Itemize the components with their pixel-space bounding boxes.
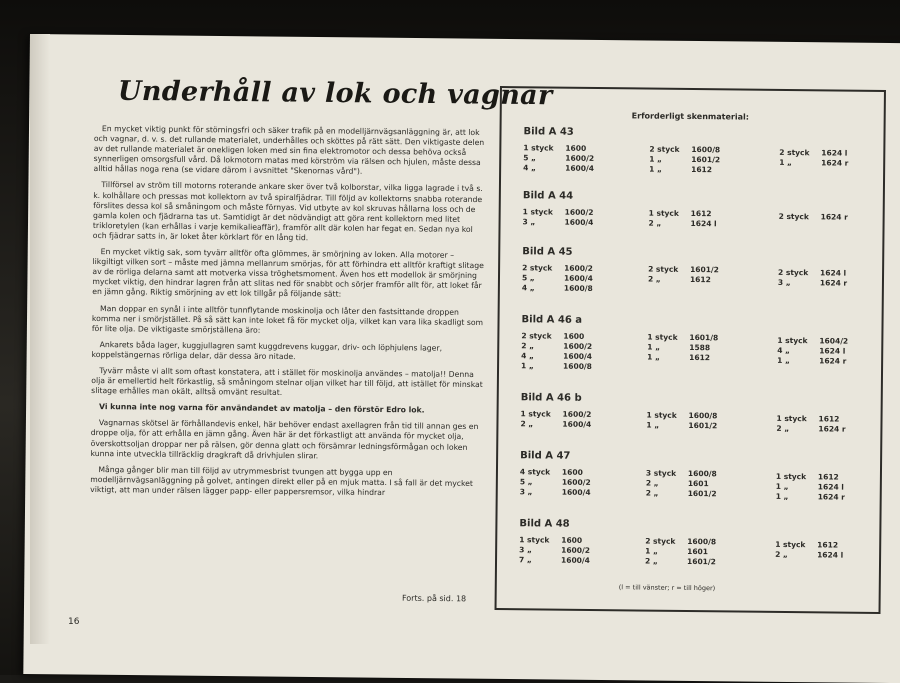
quantity: 2 styck [521,331,552,341]
quantity: 1 styck [777,335,808,346]
part-number: 1624 r [817,492,845,502]
quantity: 2 „ [775,549,788,560]
quantity: 2 styck [648,264,679,274]
page-title: Underhåll av lok och vagnar [117,75,553,112]
quantity: 1 „ [647,342,661,352]
material-row [649,209,717,220]
quantity: 5 „ [523,153,537,163]
part-number: 1612 [689,275,711,285]
material-row [647,353,718,364]
material-row [645,557,716,568]
material-row [779,212,848,223]
quantity: 2 styck [522,263,553,273]
quantity: 3 „ [519,545,532,555]
paragraph: En mycket viktig sak, som tyvärr alltför ofta glömmes, är smörjning av loken. Alla motorer – likgiltigt vilken sort – måste med jämna mellanrum smörjas, för att förhindra ett alltför kraftigt slitage av de rörliga delarna samt att motverka vissa tröghetsmoment. Även hos ett modellok är smörjning mycket viktig, den hindrar lagren från att slitas ned för snabbt och sörjer framför allt för, att loket får en jämn gång. Riktig smörjning av ett lok tillgår på följande sätt: [92,247,484,300]
section-3 [521,314,872,371]
material-row [648,275,719,286]
material-row [779,158,848,169]
quantity: 1 styck [647,332,678,342]
paragraph: Man doppar en synål i inte alltför tunnflytande moskinolja och låter den fastsittande droppen komma ner i smörjstället. På så sätt kan inte loket få för mycket olja, vilket kan vara lika skadligt som för lite olja. De viktigaste smörjställena äro: [91,303,484,335]
track-material-box [495,86,886,614]
material-row [776,492,845,503]
legend: (l = till vänster; r = till höger) [618,583,716,593]
part-number: 1600/8 [688,410,718,421]
part-number: 1601/2 [687,488,717,499]
paragraph: Tillförsel av ström till motorns roterande ankare sker över två kolborstar, vilka ligga lagrade i två s. k. kolhållare och pressas mot kollektorn av två spiralfjädrar. Till följd av kollektorns snabba roterande förslites dessa kol så småningom och måste förnyas. Vid utbyte av kol skruvas hållarna loss och de gamla kolen och fjädrarna tas ut. Samtidigt är det nödvändigt att göra rent kollektorn med litet trikloretylen (kan erhållas i varje kemikalieaffär), framför allt där kolen har fegat en. Sedan nya kol och fjädrar satts in, är loket åter körklart för en lång tid. [92,180,483,243]
quantity: 2 „ [520,419,534,429]
material-row [519,555,590,566]
part-number: 1600/8 [687,536,717,547]
quantity: 4 „ [521,351,534,361]
quantity: 1 „ [775,481,789,492]
part-number: 1612 [818,414,840,424]
quantity: 1 „ [645,546,658,556]
quantity: 1 „ [521,361,534,371]
quantity: 1 styck [522,207,553,217]
quantity: 4 „ [777,345,791,356]
part-number: 1600 [561,535,583,545]
part-number: 1600/2 [563,341,593,351]
quantity: 3 „ [777,277,791,288]
section-6 [519,518,870,575]
section-label: Bild A 43 [523,126,574,138]
material-row [649,219,717,230]
part-number: 1612 [817,540,839,550]
section-label: Bild A 47 [520,450,571,462]
quantity: 1 „ [647,352,660,362]
part-number: 1624 r [821,158,849,168]
part-number: 1600/8 [563,283,593,293]
quantity: 1 styck [523,143,554,153]
part-number: 1600/2 [562,409,592,419]
quantity: 3 styck [645,468,677,478]
section-label: Bild A 46 a [521,314,583,326]
quantity: 1 „ [779,157,793,168]
part-number: 1600/2 [564,207,594,217]
quantity: 2 „ [647,274,661,284]
part-number: 1601/2 [691,155,721,165]
quantity: 2 „ [645,488,659,498]
quantity: 2 styck [645,536,676,546]
part-number: 1600/8 [687,468,717,479]
part-number: 1600/4 [562,419,592,429]
part-number: 1600 [563,331,585,341]
part-number: 1600/4 [565,163,595,173]
part-number: 1600 [561,467,583,477]
continued-note: Forts. på sid. 18 [401,593,467,604]
part-number: 1624 l [690,219,717,229]
material-row [779,148,848,159]
part-number: 1601/8 [689,332,719,343]
part-number: 1624 r [820,212,848,222]
material-row [775,540,843,551]
quantity: 2 styck [778,267,809,278]
part-number: 1600/2 [561,477,591,487]
paragraph: Ankarets båda lager, kuggjullagren samt kuggdrevens kuggar, driv- och löphjulens lager, koppelstängernas rörliga delar, där dessa äro nitade. [91,339,443,361]
page-edge [30,34,50,644]
material-row [776,472,845,483]
section-2 [522,246,873,303]
quantity: 2 „ [645,478,659,488]
box-title: Erforderligt skenmaterial: [631,111,749,122]
part-number: 1624 l [820,268,847,278]
paragraph: Många gånger blir man till följd av utrymmesbrist tvungen att bygga upp en modelljärnvägsanläggning på golvet, antingen direkt eller på en mjuk matta. I så fall är det mycket viktigt, att man under rälsen lägger papp- eller pappersremsor, vilka hindrar [90,464,473,497]
part-number: 1624 l [821,148,848,158]
part-number: 1612 [689,352,711,363]
part-number: 1600/2 [564,263,593,273]
article-text [90,124,486,505]
quantity: 2 styck [778,211,809,222]
part-number: 1600/8 [691,145,721,155]
quantity: 1 styck [776,413,807,424]
part-number: 1624 r [818,424,846,434]
part-number: 1600/8 [563,361,592,371]
section-5 [520,450,871,507]
quantity: 7 „ [518,555,532,565]
quantity: 1 „ [649,154,663,164]
section-1 [522,190,873,247]
part-number: 1601 [687,546,709,557]
part-number: 1600/4 [563,273,593,283]
page-number: 16 [68,617,80,627]
part-number: 1601/2 [686,556,716,567]
quantity: 3 „ [522,217,536,227]
part-number: 1600/4 [563,351,593,361]
part-number: 1604/2 [819,336,849,346]
material-row [520,419,591,430]
warning-text: Vi kunna inte nog varna för användandet av matolja – den förstör Edro lok. [98,402,425,415]
quantity: 1 styck [519,535,550,545]
material-row [523,163,594,174]
section-label: Bild A 46 b [520,392,582,404]
quantity: 1 styck [646,410,677,420]
part-number: 1601/2 [690,265,719,275]
paragraph: Tyvärr måste vi allt som oftast konstatera, att i stället för moskinolja användes – matolja!! Denna olja är emellertid helt förkastlig, så småningom stelnar oljan vilket har till följd, att istället för minskat slitage erhålles man okält, alltså omvänt resultat. [91,366,483,398]
quantity: 1 styck [775,539,806,550]
quantity: 1 „ [777,355,790,366]
material-row [646,489,717,500]
part-number: 1601/2 [688,420,718,431]
quantity: 2 „ [776,423,790,434]
material-row [646,421,717,432]
quantity: 1 „ [646,420,660,430]
quantity: 5 „ [519,477,533,487]
part-number: 1612 [691,165,713,175]
material-row [776,482,845,493]
part-number: 1612 [817,472,839,482]
part-number: 1612 [690,209,712,219]
quantity: 5 „ [521,273,535,283]
section-0 [523,126,874,183]
material-row [521,361,592,372]
quantity: 4 styck [519,467,551,477]
part-number: 1624 l [817,482,844,492]
section-label: Bild A 48 [519,518,570,530]
quantity: 1 „ [649,164,662,174]
quantity: 4 „ [521,283,535,293]
paragraph: Vagnarnas skötsel är förhållandevis enkel, här behöver endast axellagren från tid till annan ges en droppe olja, för att erhålla en jämn gång. Även här är det förkastligt att använda för mycket olja, överskottsoljan droppar ner på rälsen, gör denna glatt och försämrar ledningsförmågan och loken kunna inte utveckla tillräcklig dragkraft då drivhjulen slirar. [90,418,479,460]
material-row [776,424,845,435]
section-label: Bild A 44 [522,190,574,202]
material-row [778,278,847,289]
quantity: 2 „ [644,556,658,566]
part-number: 1600 [565,143,587,153]
section-label: Bild A 45 [522,246,573,258]
quantity: 1 styck [648,208,679,218]
quantity: 2 „ [521,341,535,351]
quantity: 1 styck [520,409,551,419]
part-number: 1624 r [819,278,848,288]
material-row [649,165,720,176]
quantity: 1 styck [775,471,807,482]
part-number: 1600/2 [565,153,595,163]
material-row [522,283,593,294]
quantity: 2 styck [779,147,810,158]
part-number: 1600/2 [561,545,591,555]
quantity: 1 „ [775,491,789,502]
part-number: 1624 l [817,550,844,560]
quantity: 2 „ [648,218,662,228]
part-number: 1600/4 [561,487,591,497]
quantity: 2 styck [649,144,680,154]
part-number: 1601 [687,478,709,489]
part-number: 1600/4 [560,555,590,565]
quantity: 4 „ [523,163,536,173]
part-number: 1624 l [819,346,846,356]
material-row [777,356,848,367]
material-row [520,487,591,498]
part-number: 1624 r [819,356,847,366]
section-4 [520,392,871,449]
material-row [775,550,843,561]
part-number: 1588 [689,342,711,353]
paragraph: En mycket viktig punkt för störningsfri och säker trafik på en modelljärnvägsanläggning är, att lok och vagnar, d. v. s. det rullande materialet, underhålles och sköttes på rätt sätt. Den viktigaste delen av det rullande materialet är onekligen loken med sin fina elektromotor och dessa behöva också synnerligen omsorgsfull vård. Då lokmotorn matas med körström via rälsen och hjulen, måste dessa alltid hållas noga rena (se vidare därom i avsnittet "Skenornas vård"). [93,124,485,177]
material-row [523,217,594,228]
quantity: 3 „ [519,487,533,497]
part-number: 1600/4 [564,217,594,227]
material-row [776,414,845,425]
